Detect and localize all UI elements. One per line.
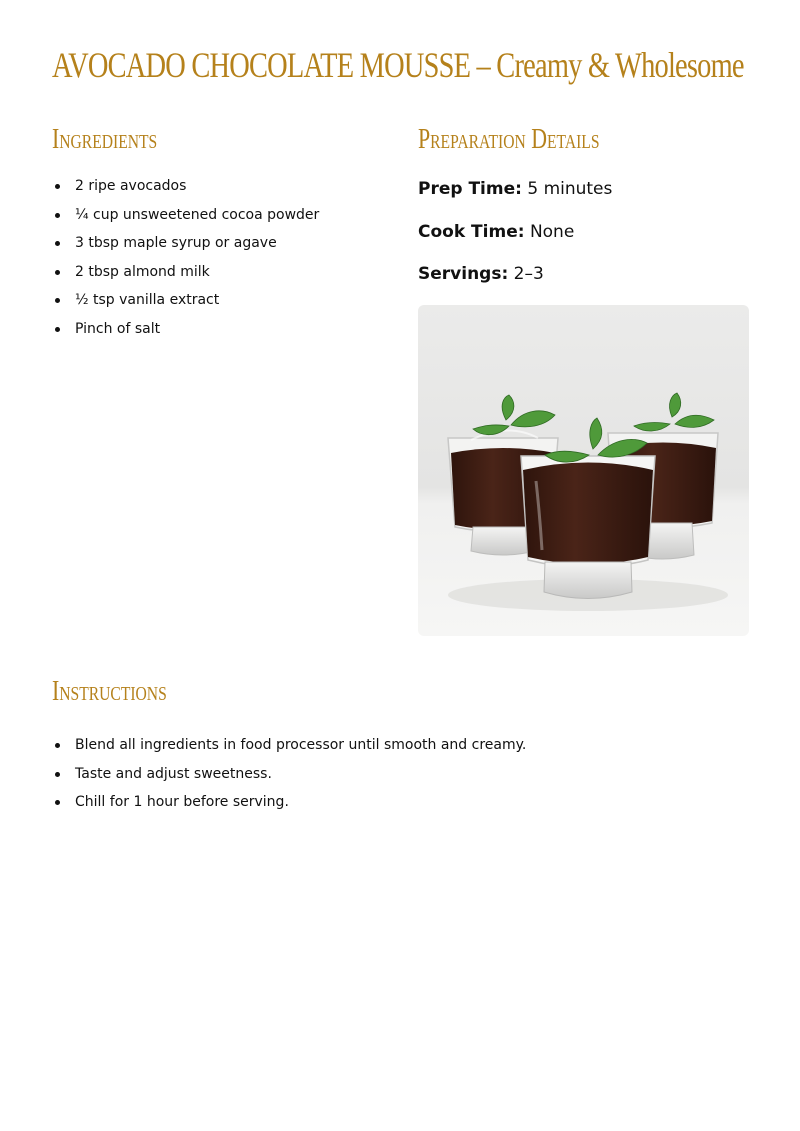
prep-time-label: Prep Time: [418, 179, 522, 199]
ingredients-heading: Ingredients [52, 124, 158, 155]
instructions-list [52, 731, 526, 817]
ingredient-item: ½ tsp vanilla extract [52, 286, 319, 315]
prep-time-value: 5 minutes [527, 179, 613, 199]
ingredient-item: 2 tbsp almond milk [52, 258, 319, 287]
ingredient-item: Pinch of salt [52, 315, 319, 344]
ingredient-item: 2 ripe avocados [52, 172, 319, 201]
page-title: AVOCADO CHOCOLATE MOUSSE – Creamy & Wholesome [52, 45, 744, 85]
instructions-heading: Instructions [52, 676, 167, 707]
ingredient-item: ¼ cup unsweetened cocoa powder [52, 201, 319, 230]
instruction-step: Chill for 1 hour before serving. [52, 788, 526, 817]
ingredient-item: 3 tbsp maple syrup or agave [52, 229, 319, 258]
instruction-step: Taste and adjust sweetness. [52, 760, 526, 789]
cook-time [418, 220, 574, 244]
servings [418, 262, 544, 286]
preparation-heading: Preparation Details [418, 124, 600, 155]
cook-time-value: None [529, 222, 575, 242]
mousse-photo [418, 305, 749, 636]
servings-value: 2–3 [513, 264, 544, 284]
ingredients-list [52, 172, 319, 344]
prep-time [418, 177, 612, 201]
cook-time-label: Cook Time: [418, 222, 525, 242]
instruction-step: Blend all ingredients in food processor until smooth and creamy. [52, 731, 526, 760]
servings-label: Servings: [418, 264, 509, 284]
